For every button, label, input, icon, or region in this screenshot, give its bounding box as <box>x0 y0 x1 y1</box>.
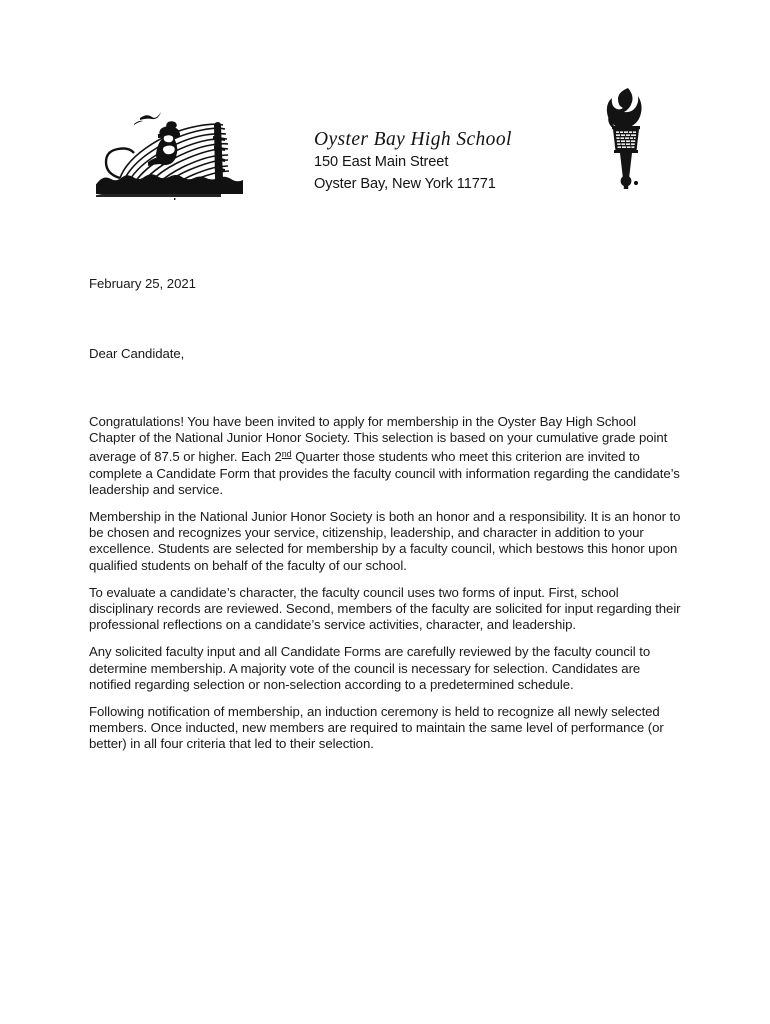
school-name: Oyster Bay High School <box>314 129 512 150</box>
paragraph-review-process: Any solicited faculty input and all Candidate Forms are carefully reviewed by the faculty council to determine membership. A majority vote of the council is necessary for selection. Candidates are notified regarding selection or non-selection according to a predetermined schedule. <box>89 644 651 692</box>
letter-paragraphs <box>89 414 681 753</box>
paragraph-character-evaluation: To evaluate a candidate’s character, the faculty council uses two forms of input. First, school disciplinary records are reviewed. Second, members of the faculty are solicited for input regarding their professional reflections on a candidate’s service activities, character, and leadership. <box>89 584 681 633</box>
school-address-line-2: Oyster Bay, New York 11771 <box>314 176 496 193</box>
school-identity-block <box>314 128 574 195</box>
letterhead <box>0 80 770 210</box>
paragraph-membership: Membership in the National Junior Honor Society is both an honor and a responsibility. It is an honor to be chosen and recognizes your service, citizenship, leadership, and character in addition to your excellence. Students are selected for membership by a faculty council, which bestows this honor upon qualified students on behalf of the faculty of our school. <box>89 509 681 573</box>
letter-salutation: Dear Candidate, <box>89 345 185 361</box>
oyster-bay-whaleboat-logo <box>96 102 260 200</box>
paragraph-1-part-b: Quarter those students who meet this criterion are invited to complete a Candidate Form that provides the faculty council with information regarding the candidate’s leadership and service. <box>89 449 680 497</box>
paragraph-1-part-a: Congratulations! You have been invited to apply for membership in the Oyster Bay High School Chapter of the National Junior Honor Society. This selection is based on your cumulative grade point average of 87.5 or higher. Each 2 <box>89 414 668 465</box>
ordinal-suffix-nd: nd <box>281 449 292 460</box>
school-address-line-1: 150 East Main Street <box>314 154 449 170</box>
national-junior-honor-society-torch-logo <box>601 85 651 197</box>
paragraph-congratulations <box>89 414 681 498</box>
paragraph-induction: Following notification of membership, an induction ceremony is held to recognize all newly selected members. Once inducted, new members are required to maintain the same level of performance (or better) in all four criteria that led to their selection. <box>89 704 664 752</box>
letter-date: February 25, 2021 <box>89 276 196 291</box>
letter-body <box>89 276 681 753</box>
